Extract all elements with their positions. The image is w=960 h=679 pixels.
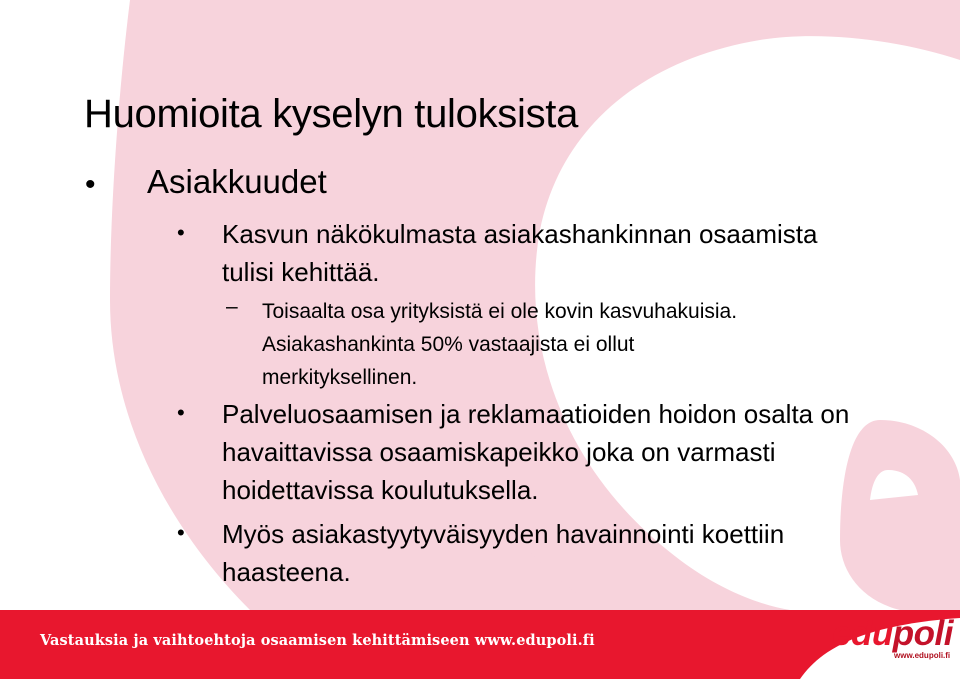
dash-marker: – bbox=[226, 295, 238, 318]
slide-title: Huomioita kyselyn tuloksista bbox=[84, 92, 579, 136]
logo-text-edu: edu bbox=[832, 614, 893, 653]
dash-item-kasvuhakuisia: Toisaalta osa yrityksistä ei ole kovin kasvuhakuisia. Asiakashankinta 50% vastaajista ei ollut merkityksellinen. bbox=[262, 300, 738, 389]
bullet-marker: • bbox=[85, 168, 96, 201]
footer-tagline: Vastauksia ja vaihtoehtoja osaamisen kehittämiseen www.edupoli.fi bbox=[40, 632, 595, 649]
sub-bullet-asiakastyytyvaisyys: Myös asiakastyytyväisyyden havainnointi koettiin haasteena. bbox=[222, 519, 785, 587]
footer-bar bbox=[0, 610, 960, 679]
sub-bullet-asiakashankinta: Kasvun näkökulmasta asiakashankinnan osaamista tulisi kehittää. bbox=[222, 219, 818, 287]
sub-bullet-marker: • bbox=[177, 520, 185, 545]
sub-bullet-palveluosaaminen: Palveluosaamisen ja reklamaatioiden hoidon osalta on havaittavissa osaamiskapeikko joka on varmasti hoidettavissa koulutuksella. bbox=[222, 399, 850, 505]
sub-bullet-marker: • bbox=[177, 400, 185, 425]
bullet-asiakkuudet: Asiakkuudet bbox=[147, 163, 327, 200]
logo-text-poli: poli bbox=[892, 614, 953, 653]
edupoli-logo bbox=[832, 614, 953, 654]
logo-url: www.edupoli.fi bbox=[894, 651, 951, 660]
sub-bullet-marker: • bbox=[177, 220, 185, 245]
